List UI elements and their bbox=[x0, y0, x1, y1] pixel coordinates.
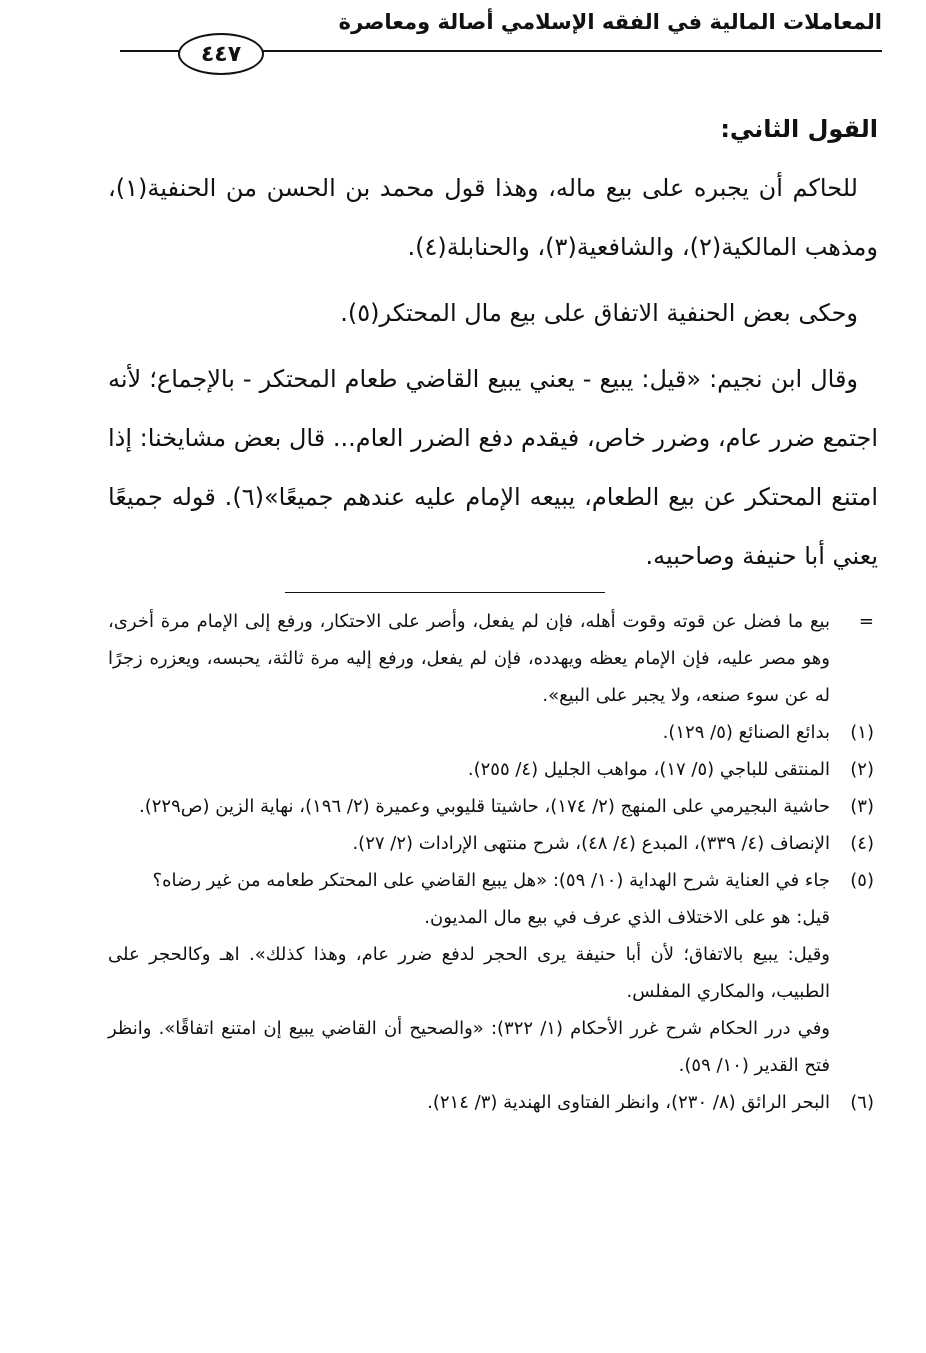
footnote-continued bbox=[108, 603, 874, 714]
footnote-text: حاشية البجيرمي على المنهج (٢/ ١٧٤)، حاشيتا قليوبي وعميرة (٢/ ١٩٦)، نهاية الزين (ص٢٢٩). bbox=[138, 796, 830, 817]
footnote-marker: (١) bbox=[850, 722, 874, 743]
footnote-text: الإنصاف (٤/ ٣٣٩)، المبدع (٤/ ٤٨)، شرح منتهى الإرادات (٢/ ٢٧). bbox=[352, 833, 830, 854]
footnote-text: البحر الرائق (٨/ ٢٣٠)، وانظر الفتاوى الهندية (٣/ ٢١٤). bbox=[427, 1092, 830, 1113]
footnote-5-line-1: قيل: هو على الاختلاف الذي عرف في بيع مال المديون. bbox=[424, 907, 830, 928]
footnotes bbox=[108, 603, 874, 1121]
footnote-2 bbox=[108, 751, 874, 788]
footnote-4 bbox=[108, 825, 874, 862]
section-heading: القول الثاني: bbox=[720, 115, 878, 143]
paragraph-1: للحاكم أن يجبره على بيع ماله، وهذا قول محمد بن الحسن من الحنفية(١)، ومذهب المالكية(٢)، والشافعية(٣)، والحنابلة(٤). bbox=[108, 174, 878, 261]
footnote-marker: = bbox=[858, 611, 874, 632]
footnote-marker: (٣) bbox=[850, 796, 874, 817]
footnote-text: جاء في العناية شرح الهداية (١٠/ ٥٩): «هل يبيع القاضي على المحتكر طعامه من غير رضاه؟ bbox=[152, 870, 830, 891]
footnote-1 bbox=[108, 714, 874, 751]
footnote-separator bbox=[285, 592, 605, 593]
footnote-5-line-2: وقيل: يبيع بالاتفاق؛ لأن أبا حنيفة يرى الحجر لدفع ضرر عام، وهذا كذلك». اهـ وكالحجر على الطبيب، والمكاري المفلس. bbox=[108, 944, 830, 1002]
footnote-marker: (٢) bbox=[850, 759, 874, 780]
footnote-marker: (٥) bbox=[850, 870, 874, 891]
footnote-5-line-3: وفي درر الحكام شرح غرر الأحكام (١/ ٣٢٢): «والصحيح أن القاضي يبيع إن امتنع اتفاقًا». وانظر فتح القدير (١٠/ ٥٩). bbox=[108, 1018, 830, 1076]
paragraph-2: وحكى بعض الحنفية الاتفاق على بيع مال المحتكر(٥). bbox=[340, 299, 858, 327]
paragraph-3: وقال ابن نجيم: «قيل: يبيع - يعني يبيع القاضي طعام المحتكر - بالإجماع؛ لأنه اجتمع ضرر عام، وضرر خاص، فيقدم دفع الضرر العام... قال بعض مشايخنا: إذا امتنع المحتكر عن بيع الطعام، يبيعه الإمام عليه عندهم جميعًا»(٦). قوله جميعًا يعني أبا حنيفة وصاحبيه. bbox=[108, 365, 878, 570]
footnote-text: المنتقى للباجي (٥/ ١٧)، مواهب الجليل (٤/ ٢٥٥). bbox=[467, 759, 830, 780]
running-header-title: المعاملات المالية في الفقه الإسلامي أصالة ومعاصرة bbox=[338, 10, 882, 34]
main-text bbox=[108, 100, 878, 586]
footnote-text: بدائع الصنائع (٥/ ١٢٩). bbox=[662, 722, 830, 743]
footnote-text: بيع ما فضل عن قوته وقوت أهله، فإن لم يفعل، وأصر على الاحتكار، ورفع إلى الإمام مرة أخرى، وهو مصر عليه، فإن الإمام يعظه ويهدده، فإن لم يفعل، ورفع إليه مرة ثالثة، يحبسه، ويعزره زجرًا له عن سوء صنعه، ولا يجبر على البيع». bbox=[108, 611, 830, 706]
footnote-marker: (٦) bbox=[850, 1092, 874, 1113]
footnote-marker: (٤) bbox=[850, 833, 874, 854]
footnote-5-continuation bbox=[108, 899, 874, 1084]
footnote-5 bbox=[108, 862, 874, 899]
footnote-6 bbox=[108, 1084, 874, 1121]
footnote-3 bbox=[108, 788, 874, 825]
page-number: ٤٤٧ bbox=[178, 33, 264, 75]
